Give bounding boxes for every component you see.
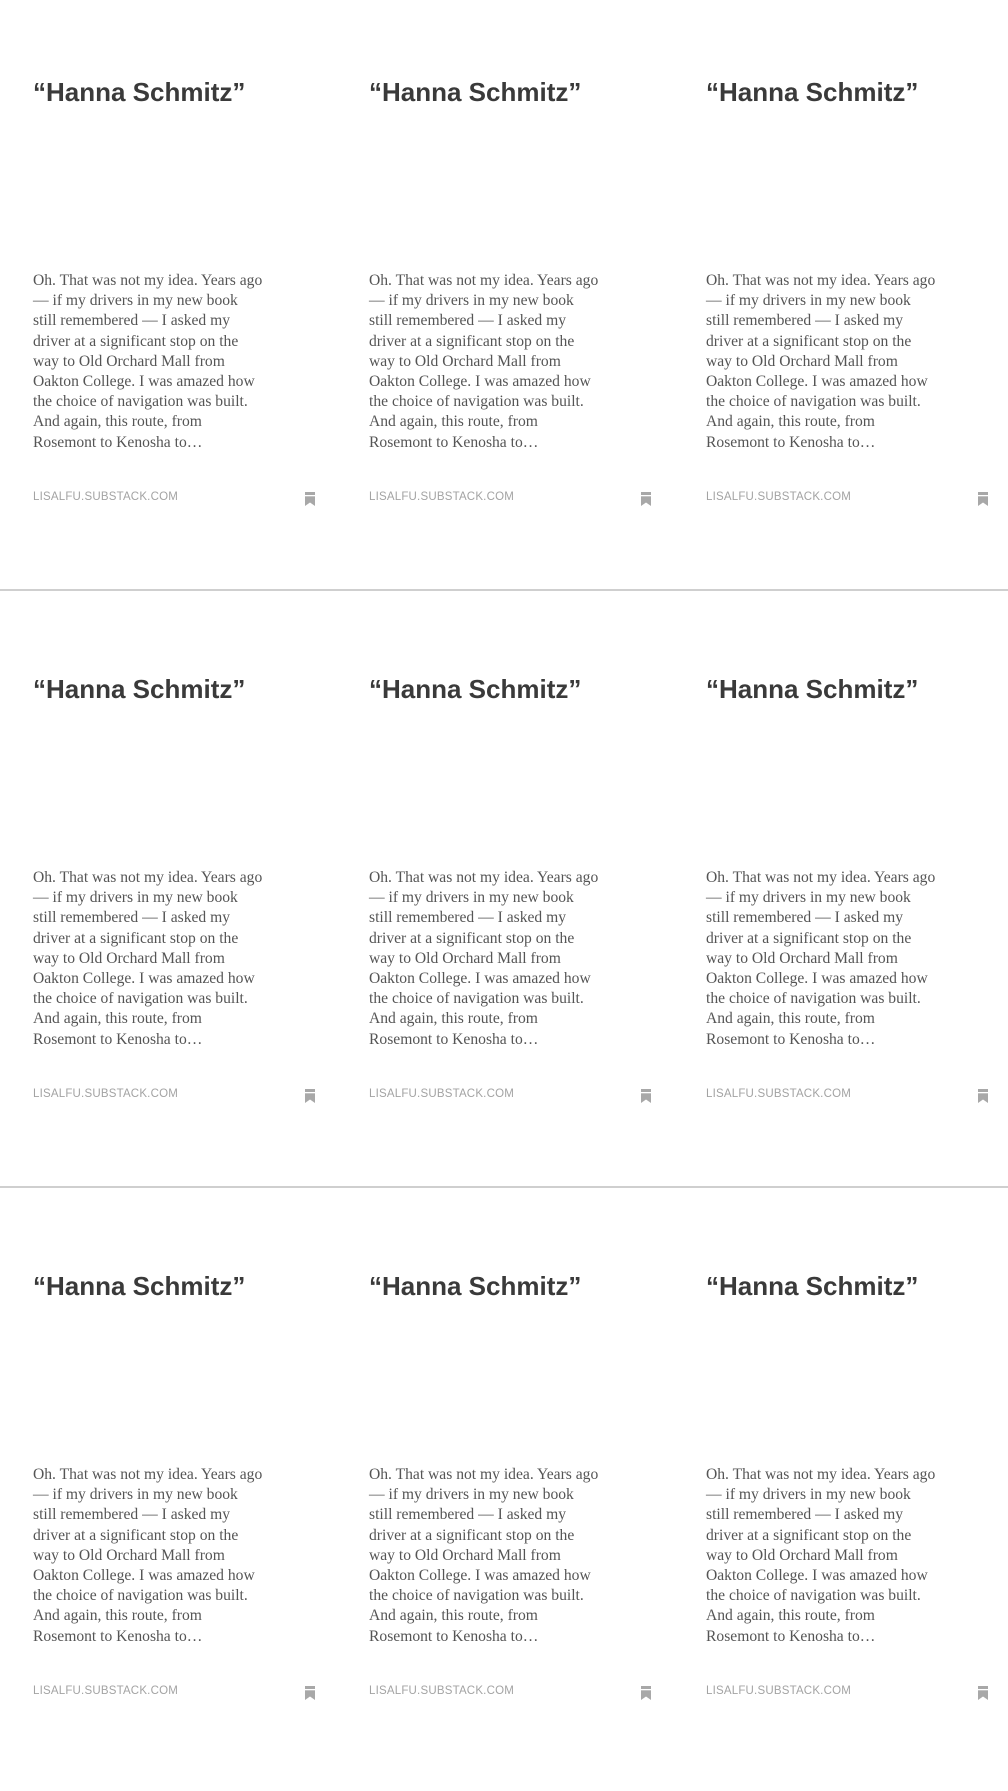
post-title[interactable]: “Hanna Schmitz” — [369, 1271, 582, 1301]
post-footer — [33, 1683, 318, 1701]
post-title[interactable]: “Hanna Schmitz” — [369, 77, 582, 107]
post-excerpt: Oh. That was not my idea. Years ago — if my drivers in my new book still remembered — I asked my driver at a significant stop on the way to Old Orchard Mall from Oakton College. I was amazed how the choice of navigation was built. And again, this route, from Rosemont to Kenosha to… — [369, 1466, 599, 1645]
post-excerpt: Oh. That was not my idea. Years ago — if my drivers in my new book still remembered — I asked my driver at a significant stop on the way to Old Orchard Mall from Oakton College. I was amazed how the choice of navigation was built. And again, this route, from Rosemont to Kenosha to… — [33, 272, 263, 451]
bookmark-icon[interactable] — [640, 1686, 652, 1700]
bookmark-icon[interactable] — [304, 1686, 316, 1700]
post-excerpt: Oh. That was not my idea. Years ago — if my drivers in my new book still remembered — I asked my driver at a significant stop on the way to Old Orchard Mall from Oakton College. I was amazed how the choice of navigation was built. And again, this route, from Rosemont to Kenosha to… — [706, 1466, 936, 1645]
post-card[interactable] — [369, 0, 654, 597]
post-card[interactable] — [706, 0, 991, 597]
post-card[interactable] — [369, 1194, 654, 1791]
post-title[interactable]: “Hanna Schmitz” — [33, 674, 246, 704]
grid-row — [0, 1194, 1008, 1791]
post-footer — [706, 1683, 991, 1701]
bookmark-icon[interactable] — [977, 1686, 989, 1700]
post-excerpt: Oh. That was not my idea. Years ago — if my drivers in my new book still remembered — I asked my driver at a significant stop on the way to Old Orchard Mall from Oakton College. I was amazed how the choice of navigation was built. And again, this route, from Rosemont to Kenosha to… — [369, 869, 599, 1048]
post-title[interactable]: “Hanna Schmitz” — [706, 674, 919, 704]
post-title[interactable]: “Hanna Schmitz” — [706, 1271, 919, 1301]
post-card[interactable] — [33, 0, 318, 597]
post-source[interactable]: LISALFU.SUBSTACK.COM — [33, 1088, 179, 1100]
post-footer — [369, 489, 654, 507]
post-source[interactable]: LISALFU.SUBSTACK.COM — [706, 1685, 852, 1697]
bookmark-icon[interactable] — [304, 492, 316, 506]
post-footer — [33, 489, 318, 507]
bookmark-icon[interactable] — [640, 492, 652, 506]
post-source[interactable]: LISALFU.SUBSTACK.COM — [33, 491, 179, 503]
bookmark-icon[interactable] — [977, 1089, 989, 1103]
post-footer — [369, 1086, 654, 1104]
post-source[interactable]: LISALFU.SUBSTACK.COM — [706, 1088, 852, 1100]
post-footer — [706, 1086, 991, 1104]
post-card[interactable] — [33, 597, 318, 1194]
post-title[interactable]: “Hanna Schmitz” — [33, 77, 246, 107]
post-source[interactable]: LISALFU.SUBSTACK.COM — [369, 491, 515, 503]
post-card[interactable] — [33, 1194, 318, 1791]
post-title[interactable]: “Hanna Schmitz” — [369, 674, 582, 704]
post-card[interactable] — [369, 597, 654, 1194]
post-footer — [33, 1086, 318, 1104]
post-source[interactable]: LISALFU.SUBSTACK.COM — [369, 1685, 515, 1697]
grid-row — [0, 597, 1008, 1194]
post-excerpt: Oh. That was not my idea. Years ago — if my drivers in my new book still remembered — I asked my driver at a significant stop on the way to Old Orchard Mall from Oakton College. I was amazed how the choice of navigation was built. And again, this route, from Rosemont to Kenosha to… — [369, 272, 599, 451]
post-card[interactable] — [706, 597, 991, 1194]
post-source[interactable]: LISALFU.SUBSTACK.COM — [706, 491, 852, 503]
post-title[interactable]: “Hanna Schmitz” — [706, 77, 919, 107]
post-excerpt: Oh. That was not my idea. Years ago — if my drivers in my new book still remembered — I asked my driver at a significant stop on the way to Old Orchard Mall from Oakton College. I was amazed how the choice of navigation was built. And again, this route, from Rosemont to Kenosha to… — [706, 272, 936, 451]
post-footer — [706, 489, 991, 507]
post-excerpt: Oh. That was not my idea. Years ago — if my drivers in my new book still remembered — I asked my driver at a significant stop on the way to Old Orchard Mall from Oakton College. I was amazed how the choice of navigation was built. And again, this route, from Rosemont to Kenosha to… — [33, 869, 263, 1048]
bookmark-icon[interactable] — [304, 1089, 316, 1103]
post-footer — [369, 1683, 654, 1701]
grid-row — [0, 0, 1008, 597]
post-title[interactable]: “Hanna Schmitz” — [33, 1271, 246, 1301]
post-card[interactable] — [706, 1194, 991, 1791]
post-excerpt: Oh. That was not my idea. Years ago — if my drivers in my new book still remembered — I asked my driver at a significant stop on the way to Old Orchard Mall from Oakton College. I was amazed how the choice of navigation was built. And again, this route, from Rosemont to Kenosha to… — [706, 869, 936, 1048]
post-source[interactable]: LISALFU.SUBSTACK.COM — [369, 1088, 515, 1100]
post-source[interactable]: LISALFU.SUBSTACK.COM — [33, 1685, 179, 1697]
bookmark-icon[interactable] — [640, 1089, 652, 1103]
post-excerpt: Oh. That was not my idea. Years ago — if my drivers in my new book still remembered — I asked my driver at a significant stop on the way to Old Orchard Mall from Oakton College. I was amazed how the choice of navigation was built. And again, this route, from Rosemont to Kenosha to… — [33, 1466, 263, 1645]
bookmark-icon[interactable] — [977, 492, 989, 506]
